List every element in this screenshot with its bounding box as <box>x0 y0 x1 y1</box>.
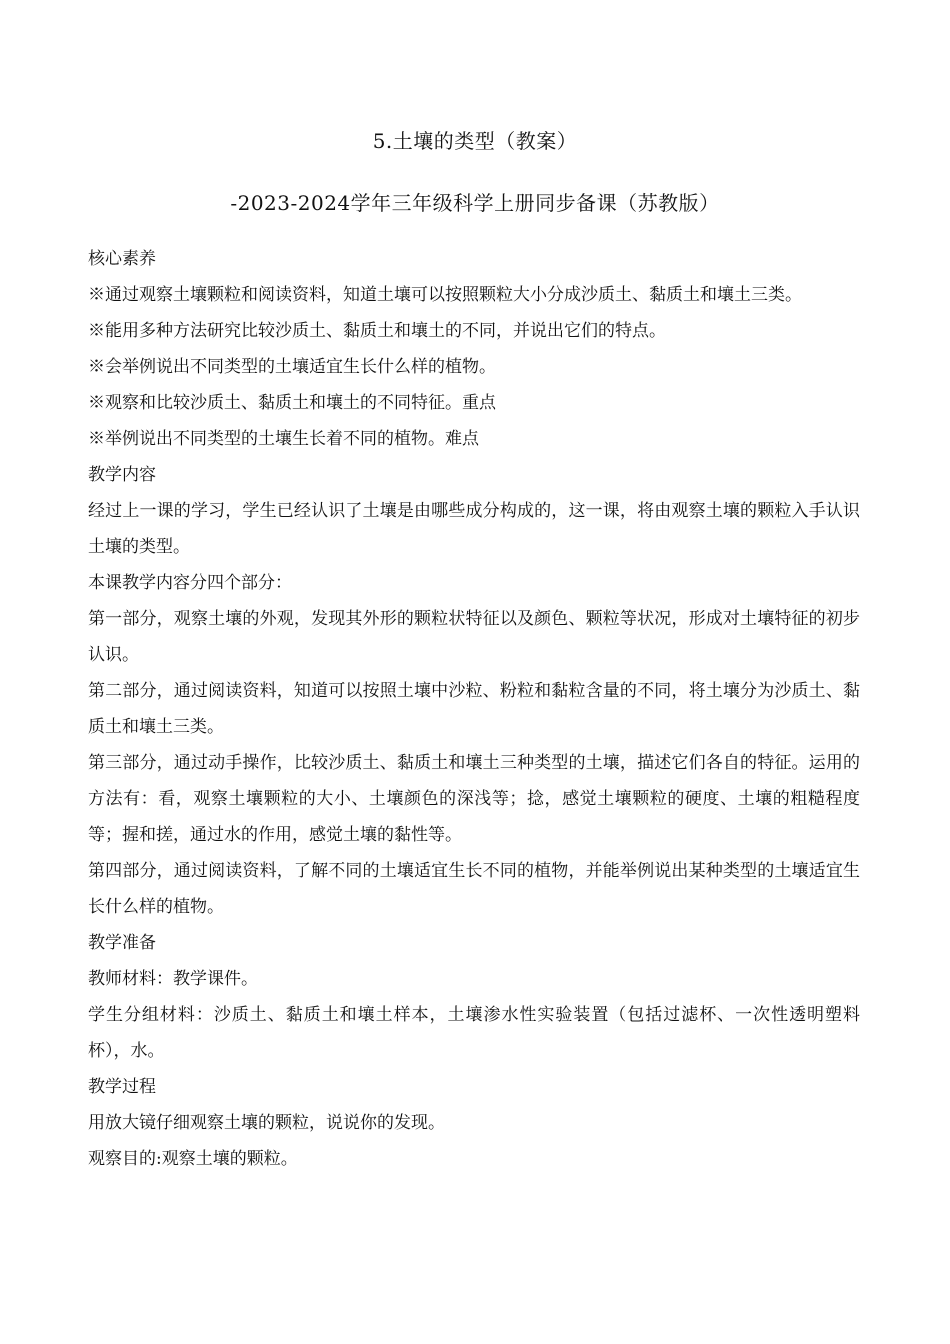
section-heading-teaching-content: 教学内容 <box>88 465 156 485</box>
core-literacy-item: ※通过观察土壤颗粒和阅读资料，知道土壤可以按照颗粒大小分成沙质土、黏质土和壤土三类。 <box>88 285 802 305</box>
core-literacy-item: ※能用多种方法研究比较沙质土、黏质土和壤土的不同，并说出它们的特点。 <box>88 321 666 341</box>
body-paragraph: 观察目的:观察土壤的颗粒。 <box>88 1149 298 1169</box>
section-heading-teaching-process: 教学过程 <box>88 1077 156 1097</box>
document-subtitle: -2023-2024学年三年级科学上册同步备课（苏教版） <box>230 191 720 215</box>
body-paragraph: 第三部分，通过动手操作，比较沙质土、黏质土和壤土三种类型的土壤，描述它们各自的特征。运用的方法有：看，观察土壤颗粒的大小、土壤颜色的深浅等；捻，感觉土壤颗粒的硬度、土壤的粗糙程度等；握和搓，通过水的作用，感觉土壤的黏性等。 <box>88 753 860 845</box>
body-paragraph: 教师材料：教学课件。 <box>88 969 258 989</box>
section-heading-core-literacy: 核心素养 <box>88 249 156 269</box>
document-title: 5.土壤的类型（教案） <box>372 129 578 153</box>
section-heading-teaching-preparation: 教学准备 <box>88 933 156 953</box>
body-paragraph: 第二部分，通过阅读资料，知道可以按照土壤中沙粒、粉粒和黏粒含量的不同，将土壤分为沙质土、黏质土和壤土三类。 <box>88 681 860 737</box>
document-body <box>88 241 860 1177</box>
body-paragraph: 本课教学内容分四个部分： <box>88 573 292 593</box>
body-paragraph: 经过上一课的学习，学生已经认识了土壤是由哪些成分构成的，这一课，将由观察土壤的颗粒入手认识土壤的类型。 <box>88 501 860 557</box>
body-paragraph: 学生分组材料：沙质土、黏质土和壤土样本，土壤渗水性实验装置（包括过滤杯、一次性透明塑料杯），水。 <box>88 1005 860 1061</box>
core-literacy-item: ※观察和比较沙质土、黏质土和壤土的不同特征。重点 <box>88 393 496 413</box>
core-literacy-item: ※举例说出不同类型的土壤生长着不同的植物。难点 <box>88 429 479 449</box>
core-literacy-item: ※会举例说出不同类型的土壤适宜生长什么样的植物。 <box>88 357 496 377</box>
body-paragraph: 第四部分，通过阅读资料，了解不同的土壤适宜生长不同的植物，并能举例说出某种类型的土壤适宜生长什么样的植物。 <box>88 861 860 917</box>
body-paragraph: 第一部分，观察土壤的外观，发现其外形的颗粒状特征以及颜色、颗粒等状况，形成对土壤特征的初步认识。 <box>88 609 860 665</box>
body-paragraph: 用放大镜仔细观察土壤的颗粒，说说你的发现。 <box>88 1113 445 1133</box>
